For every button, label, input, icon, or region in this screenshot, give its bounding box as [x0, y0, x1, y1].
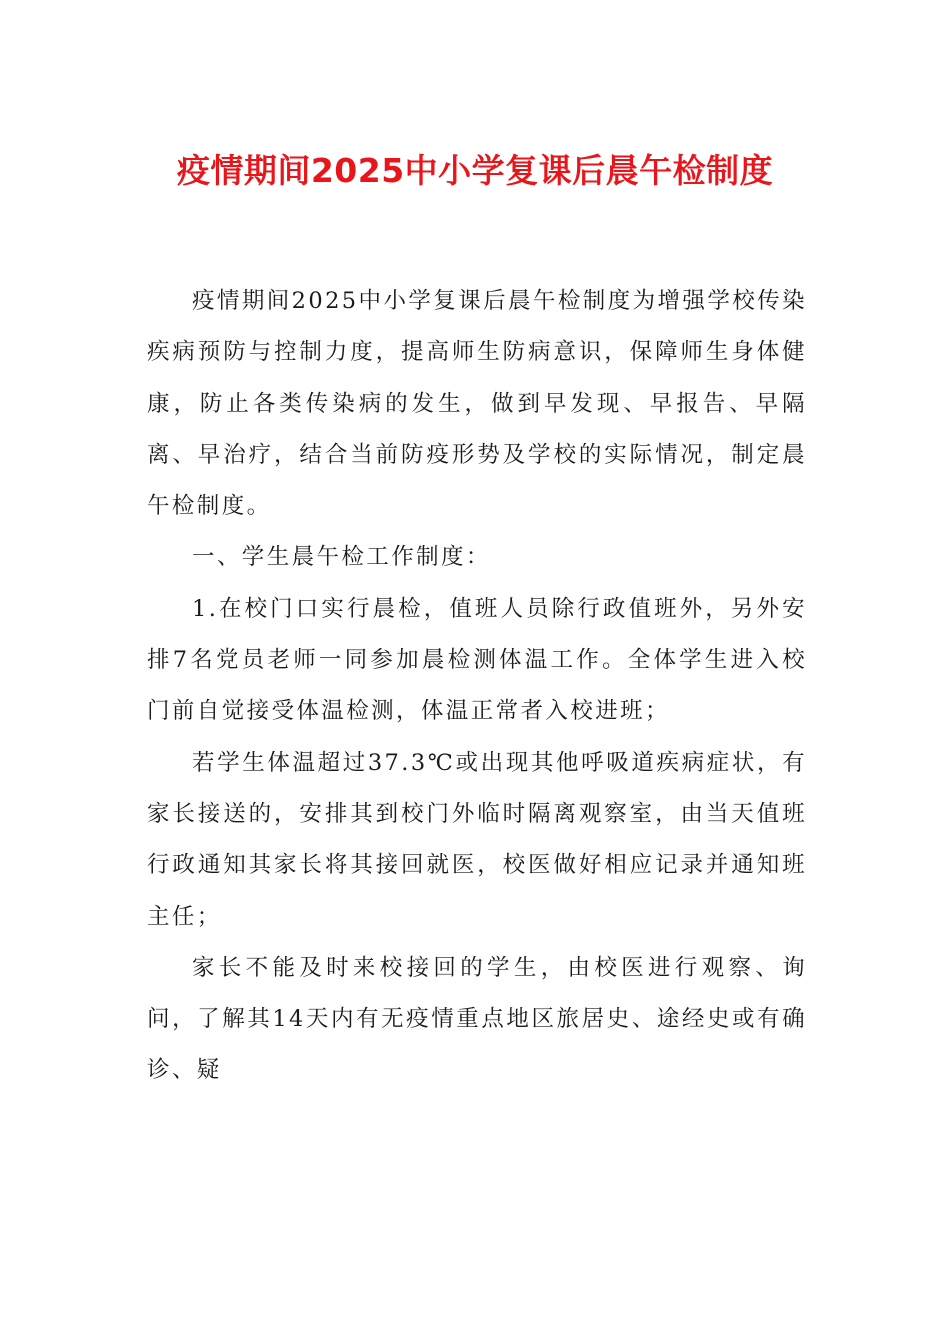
document-title: 疫情期间2025中小学复课后晨午检制度	[176, 151, 774, 190]
paragraph-parent-absent: 家长不能及时来校接回的学生，由校医进行观察、询问，了解其14天内有无疫情重点地区旅居史、途经史或有确诊、疑	[147, 954, 807, 1084]
section-heading-student-check: 一、学生晨午检工作制度：	[192, 544, 491, 571]
paragraph-fever-handling: 若学生体温超过37.3℃或出现其他呼吸道疾病症状，有家长接送的，安排其到校门外临时隔离观察室，由当天值班行政通知其家长将其接回就医，校医做好相应记录并通知班主任；	[147, 749, 807, 930]
paragraph-item-1: 1.在校门口实行晨检，值班人员除行政值班外，另外安排7名党员老师一同参加晨检测体温工作。全体学生进入校门前自觉接受体温检测，体温正常者入校进班；	[147, 595, 807, 725]
document-body	[147, 276, 807, 1097]
paragraph-intro: 疫情期间2025中小学复课后晨午检制度为增强学校传染疾病预防与控制力度，提高师生防病意识，保障师生身体健康，防止各类传染病的发生，做到早发现、早报告、早隔离、早治疗，结合当前防疫形势及学校的实际情况，制定晨午检制度。	[147, 288, 807, 520]
